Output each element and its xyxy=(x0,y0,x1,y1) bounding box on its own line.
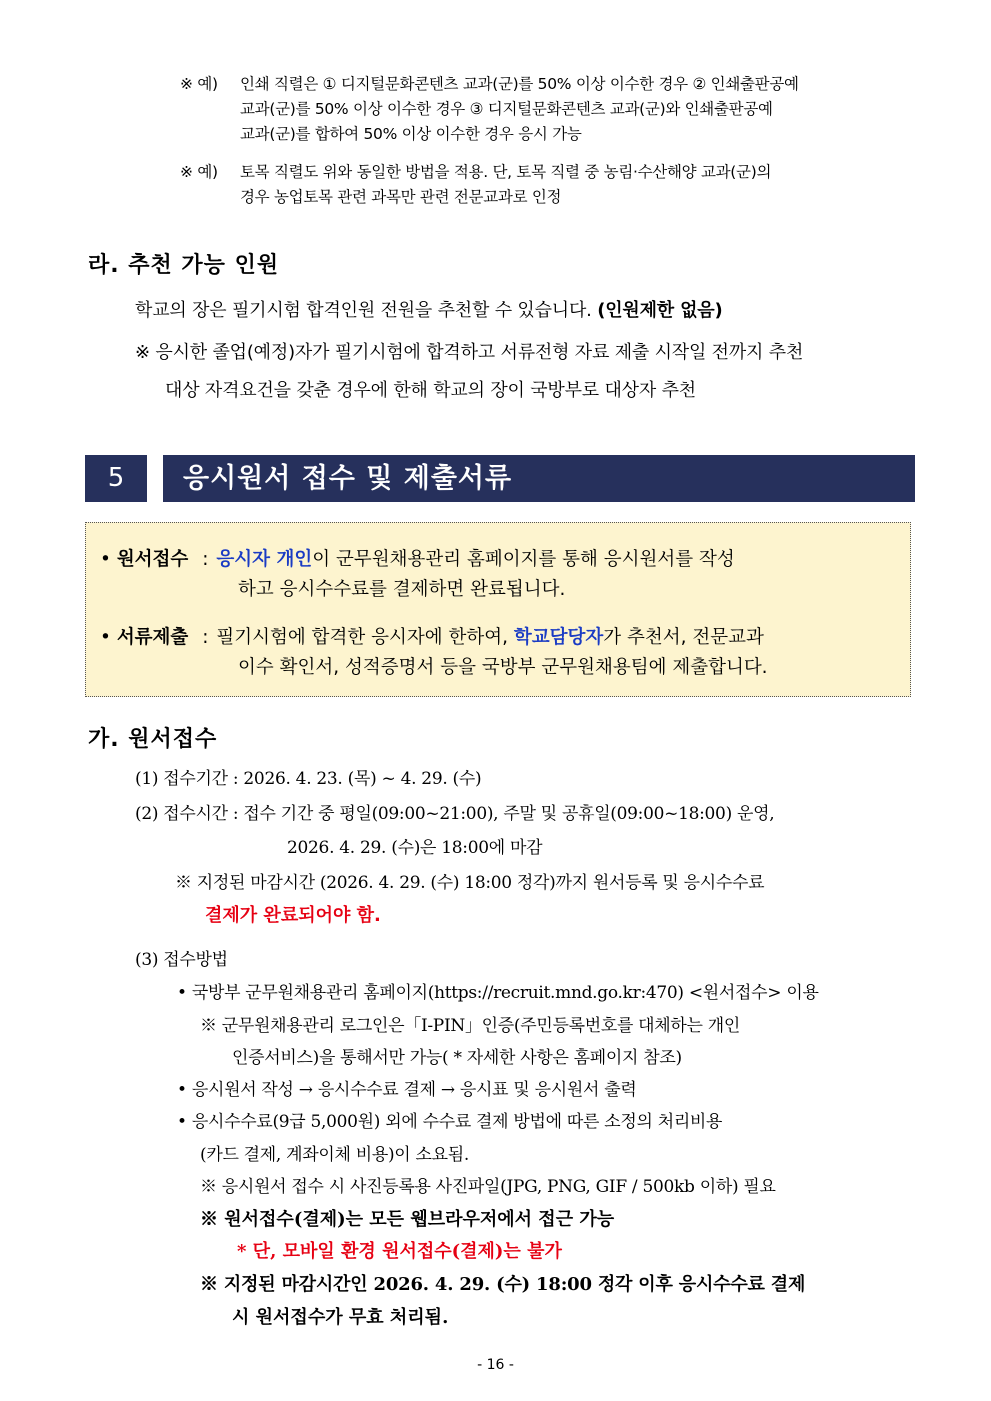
note-1-line-2: 교과(군)를 50% 이상 이수한 경우 ③ 디지털문화콘텐츠 교과(군)와 인쇄출판공예 xyxy=(240,100,773,118)
section-ra-text: 학교의 장은 필기시험 합격인원 전원을 추천할 수 있습니다. xyxy=(135,300,592,321)
bullet: • xyxy=(100,549,111,570)
summary-item-2-text: 가 추천서, 전문교과 xyxy=(603,627,764,648)
ga-bullet-1-note-1: ※ 군무원채용관리 로그인은「I-PIN」인증(주민등록번호를 대체하는 개인 xyxy=(200,1016,741,1036)
ga-bullet-3-note-1: ※ 응시원서 접수 시 사진등록용 사진파일(JPG, PNG, GIF / 500kb 이하) 필요 xyxy=(200,1177,776,1197)
ga-bullet-3-line-1: • 응시수수료(9급 5,000원) 외에 수수료 결제 방법에 따른 소정의 처리비용 xyxy=(177,1112,723,1132)
ga-item-2-note-2: 결제가 완료되어야 함. xyxy=(205,905,381,926)
ga-item-2-line-1: (2) 접수시간 : 접수 기간 중 평일(09:00~21:00), 주말 및 공휴일(09:00~18:00) 운영, xyxy=(135,804,775,824)
note-1-line-1: 인쇄 직렬은 ① 디지털문화콘텐츠 교과(군)를 50% 이상 이수한 경우 ② 인쇄출판공예 xyxy=(240,75,799,93)
section-heading-ga: 가. 원서접수 xyxy=(88,727,218,752)
summary-item-1-line-2: 하고 응시수수료를 결제하면 완료됩니다. xyxy=(238,579,566,600)
section-title: 응시원서 접수 및 제출서류 xyxy=(163,455,915,502)
summary-item-2 xyxy=(100,623,764,649)
ga-bullet-1-note-2: 인증서비스)을 통해서만 가능( * 자세한 사항은 홈페이지 참조) xyxy=(232,1048,682,1068)
ga-bullet-3-note-4-line-2: 시 원서접수가 무효 처리됨. xyxy=(232,1307,449,1328)
section-heading-ra: 라. 추천 가능 인원 xyxy=(88,253,280,278)
summary-item-1-text: 이 군무원채용관리 홈페이지를 통해 응시원서를 작성 xyxy=(312,549,735,570)
ga-bullet-3-note-2: ※ 원서접수(결제)는 모든 웹브라우저에서 접근 가능 xyxy=(200,1209,615,1230)
note-2-line-1: 토목 직렬도 위와 동일한 방법을 적용. 단, 토목 직렬 중 농림·수산해양 교과(군)의 xyxy=(240,163,772,181)
ga-bullet-3-line-2: (카드 결제, 계좌이체 비용)이 소요됨. xyxy=(200,1145,469,1165)
section-number-badge: 5 xyxy=(85,455,147,502)
highlight-school-staff: 학교담당자 xyxy=(513,627,604,648)
note-mark-1: ※ 예) xyxy=(180,75,218,93)
summary-box xyxy=(85,522,911,697)
ga-item-3-heading: (3) 접수방법 xyxy=(135,950,228,970)
summary-item-1 xyxy=(100,545,735,571)
bullet: • xyxy=(100,627,111,648)
colon: : xyxy=(202,627,209,648)
note-mark-2: ※ 예) xyxy=(180,163,218,181)
ga-item-1: (1) 접수기간 : 2026. 4. 23. (목) ~ 4. 29. (수) xyxy=(135,769,482,789)
highlight-applicant: 응시자 개인 xyxy=(216,549,313,570)
summary-label-application: 원서접수 xyxy=(116,549,189,570)
summary-label-documents: 서류제출 xyxy=(116,627,189,648)
ga-bullet-3-note-4-line-1: ※ 지정된 마감시간인 2026. 4. 29. (수) 18:00 정각 이후 응시수수료 결제 xyxy=(200,1274,806,1295)
section-ra-note-line-1: ※ 응시한 졸업(예정)자가 필기시험에 합격하고 서류전형 자료 제출 시작일 전까지 추천 xyxy=(135,342,804,363)
ga-bullet-1: • 국방부 군무원채용관리 홈페이지(https://recruit.mnd.go.kr:470) <원서접수> 이용 xyxy=(177,983,819,1003)
colon: : xyxy=(202,549,209,570)
ga-item-2-note-1: ※ 지정된 마감시간 (2026. 4. 29. (수) 18:00 정각)까지 원서등록 및 응시수수료 xyxy=(175,873,765,893)
ga-bullet-2: • 응시원서 작성 → 응시수수료 결제 → 응시표 및 응시원서 출력 xyxy=(177,1080,637,1100)
summary-item-2-line-2: 이수 확인서, 성적증명서 등을 국방부 군무원채용팀에 제출합니다. xyxy=(238,657,768,678)
ga-item-2-line-2: 2026. 4. 29. (수)은 18:00에 마감 xyxy=(287,838,543,858)
section-ra-bold-text: (인원제한 없음) xyxy=(597,300,723,321)
section-ra-note-line-2: 대상 자격요건을 갖춘 경우에 한해 학교의 장이 국방부로 대상자 추천 xyxy=(165,380,696,401)
section-ra-paragraph xyxy=(135,296,722,322)
page-number: - 16 - xyxy=(477,1357,514,1373)
summary-item-2-pre: 필기시험에 합격한 응시자에 한하여, xyxy=(216,627,514,648)
note-1-line-3: 교과(군)를 합하여 50% 이상 이수한 경우 응시 가능 xyxy=(240,125,582,143)
ga-bullet-3-note-3: * 단, 모바일 환경 원서접수(결제)는 불가 xyxy=(237,1241,562,1262)
note-2-line-2: 경우 농업토목 관련 과목만 관련 전문교과로 인정 xyxy=(240,188,562,206)
